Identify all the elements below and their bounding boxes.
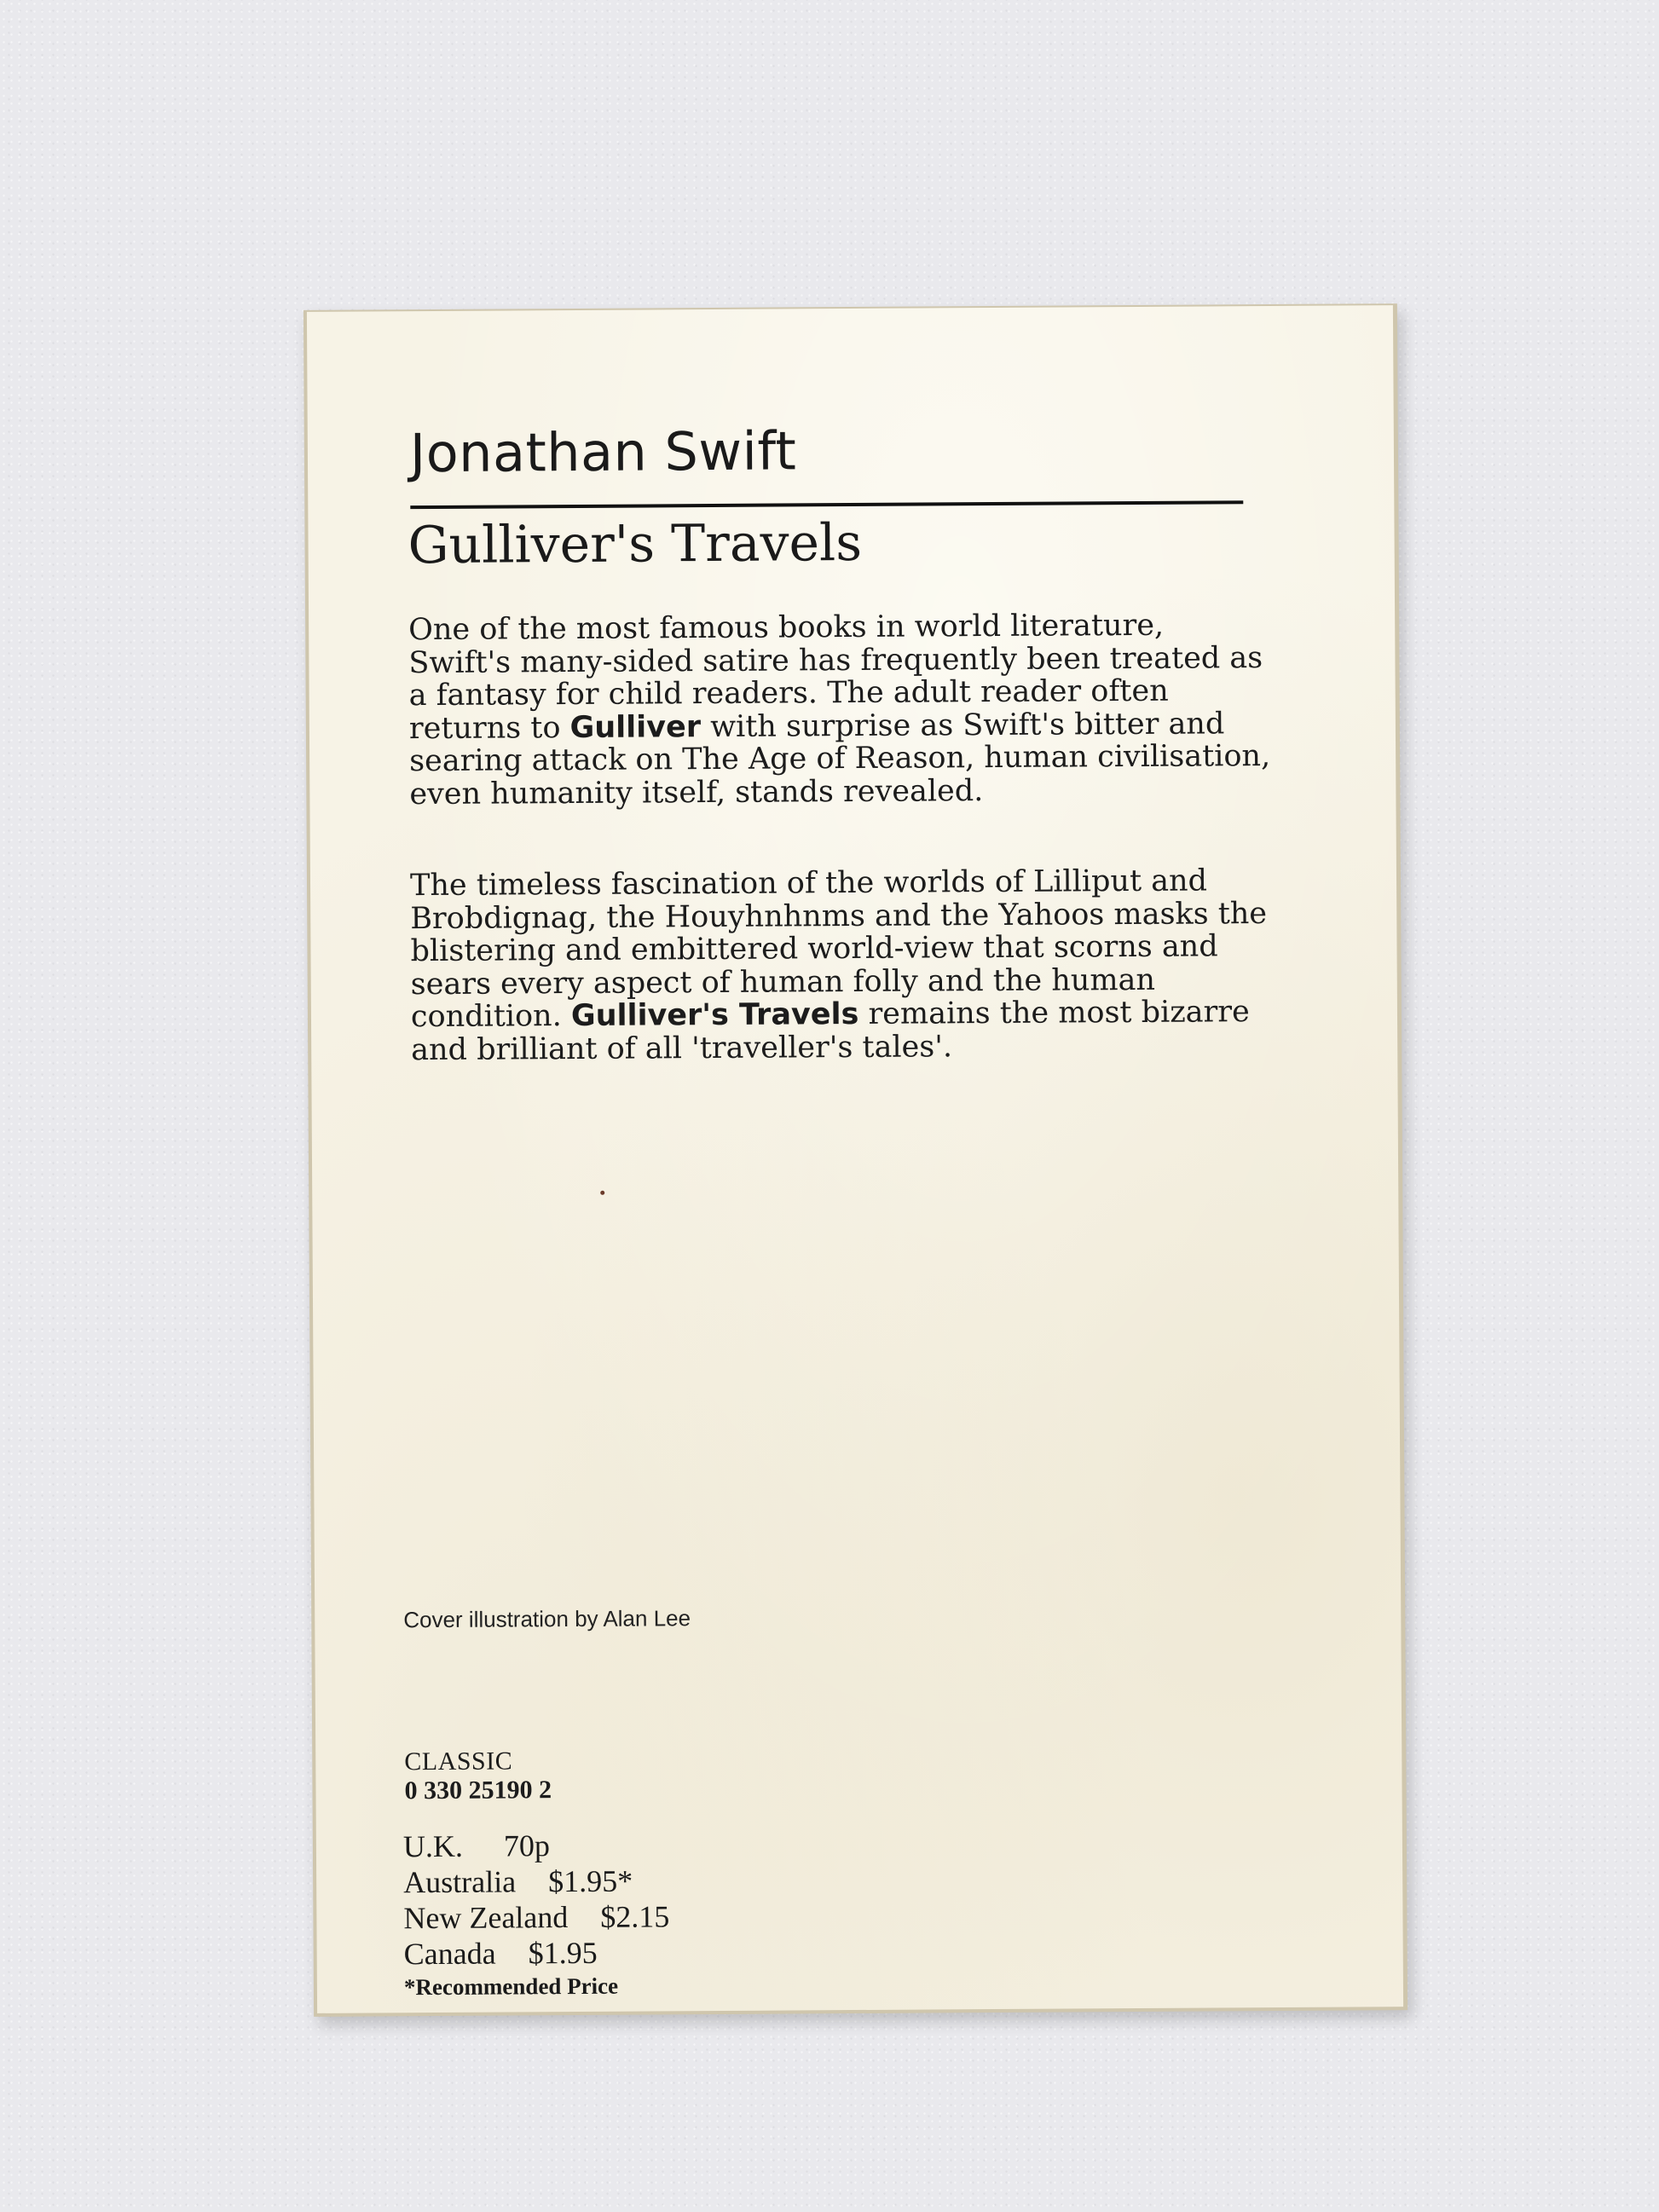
book-title: Gulliver's Travels [408,512,863,576]
blurb-2-bold: Gulliver's Travels [570,996,859,1034]
book-back-cover [307,305,1403,2013]
title-divider [410,500,1243,509]
price-region: Canada [403,1936,496,1972]
price-row [403,1827,669,1864]
price-region: New Zealand [403,1900,569,1936]
price-row [403,1863,669,1900]
price-amount: $1.95 [528,1935,598,1971]
blurb-2-text-a: The timeless fascination of the worlds of Lilliput and Brobdignag, the Houyhnhnms and the Yahoos masks the blistering and embittered world-view that scorns and sears every aspect of human folly and the human condition. [409,863,1268,1035]
classification-block [404,1747,552,1805]
blurb-paragraph-1 [408,609,1270,811]
isbn-number: 0 330 25190 2 [404,1776,552,1805]
price-row [403,1898,669,1936]
blurb-1-text-b: with surprise as Swift's bitter and searing attack on The Age of Reason, human civilisation, even humanity itself, stands revealed. [409,706,1271,811]
blurb-2-text-b: remains the most bizarre and brilliant of all 'traveller's tales'. [411,995,1250,1067]
category-label: CLASSIC [404,1747,513,1776]
cover-credit: Cover illustration by Alan Lee [403,1605,691,1633]
blurb-paragraph-2 [410,864,1272,1066]
price-amount: $1.95* [548,1863,633,1899]
price-amount: $2.15 [600,1899,670,1934]
author-name: Jonathan Swift [409,419,797,485]
blurb-1-bold: Gulliver [569,709,702,745]
price-region: Australia [403,1864,517,1900]
paper-speck [600,1191,604,1195]
price-list [403,1827,670,2001]
blurb-1-text-a: One of the most famous books in world literature, Swift's many-sided satire has frequently been treated as a fantasy for child readers. The adult reader often returns to [408,608,1263,746]
price-amount: 70p [503,1828,551,1863]
price-note: *Recommended Price [403,1972,619,2001]
price-row [404,1934,670,1972]
price-region: U.K. [402,1828,464,1864]
